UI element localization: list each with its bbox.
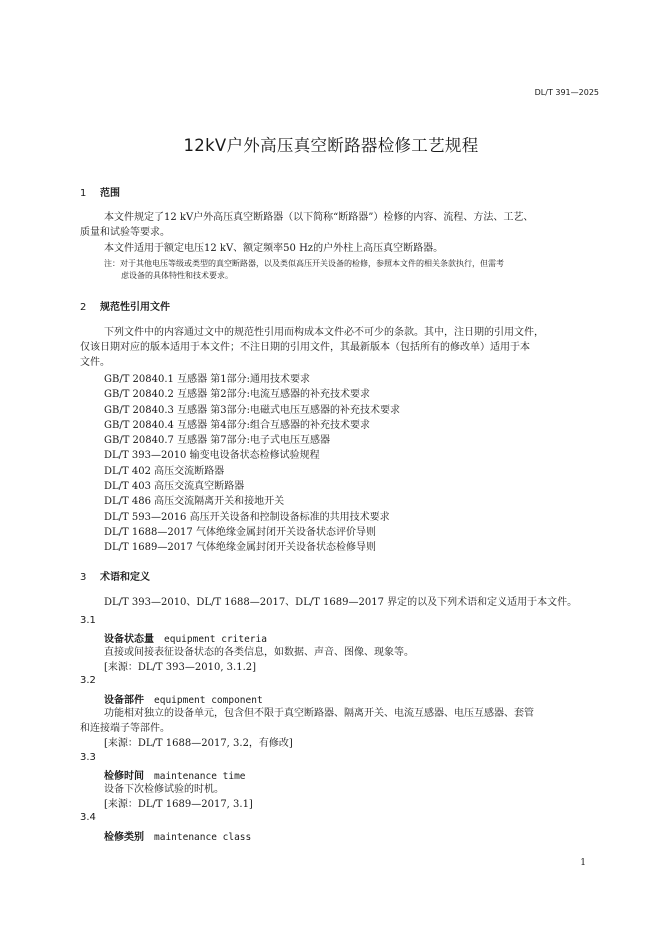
reference-item: DL/T 1689—2017 气体绝缘金属封闭开关设备状态检修导则 xyxy=(104,542,376,554)
term-heading xyxy=(104,767,246,782)
term-number: 3.1 xyxy=(80,615,96,626)
section-number: 2 xyxy=(80,302,87,313)
note: 虑设备的具体特性和技术要求。 xyxy=(121,271,233,280)
reference-item: GB/T 20840.2 互感器 第2部分:电流互感器的补充技术要求 xyxy=(104,389,370,401)
note: 注：对于其他电压等级或类型的真空断路器，以及类似高压开关设备的检修，参照本文件的相关条款执行，但需考 xyxy=(104,259,504,268)
term-heading xyxy=(104,630,267,645)
section-2-heading xyxy=(80,298,170,313)
page-title: 12kV户外高压真空断路器检修工艺规程 xyxy=(183,136,479,155)
reference-item: GB/T 20840.3 互感器 第3部分:电磁式电压互感器的补充技术要求 xyxy=(104,404,400,416)
term-en: equipment criteria xyxy=(164,634,267,645)
term-number: 3.3 xyxy=(80,752,96,763)
reference-item: GB/T 20840.7 互感器 第7部分:电子式电压互感器 xyxy=(104,435,330,447)
term-source: [来源：DL/T 1689—2017, 3.1] xyxy=(104,799,253,810)
term-definition: 设备下次检修试验的时机。 xyxy=(104,784,224,795)
term-heading xyxy=(104,828,251,843)
paragraph: DL/T 393—2010、DL/T 1688—2017、DL/T 1689—2017 界定的以及下列术语和定义适用于本文件。 xyxy=(104,597,578,608)
term-zh: 检修时间 xyxy=(104,771,144,782)
paragraph: 质量和试验等要求。 xyxy=(80,227,170,238)
term-zh: 设备状态量 xyxy=(104,634,154,645)
paragraph: 仅该日期对应的版本适用于本文件；不注日期的引用文件，其最新版本（包括所有的修改单）适用于本 xyxy=(80,342,530,353)
term-number: 3.2 xyxy=(80,675,96,686)
term-number: 3.4 xyxy=(80,812,96,823)
paragraph: 本文件适用于额定电压12 kV、额定频率50 Hz的户外柱上高压真空断路器。 xyxy=(104,243,444,254)
reference-item: DL/T 403 高压交流真空断路器 xyxy=(104,481,245,493)
term-source: [来源：DL/T 393—2010, 3.1.2] xyxy=(104,662,257,673)
reference-item: DL/T 593—2016 高压开关设备和控制设备标准的共用技术要求 xyxy=(104,511,390,523)
reference-item: DL/T 402 高压交流断路器 xyxy=(104,465,225,477)
page-number: 1 xyxy=(580,858,586,868)
section-title: 术语和定义 xyxy=(100,572,150,583)
term-definition: 和连接端子等部件。 xyxy=(80,723,170,734)
reference-list xyxy=(104,370,400,554)
reference-item: GB/T 20840.4 互感器 第4部分:组合互感器的补充技术要求 xyxy=(104,419,370,431)
term-zh: 设备部件 xyxy=(104,695,144,706)
paragraph: 文件。 xyxy=(80,357,110,368)
section-number: 1 xyxy=(80,188,87,199)
document-code: DL/T 391—2025 xyxy=(534,88,599,97)
reference-item: DL/T 486 高压交流隔离开关和接地开关 xyxy=(104,496,285,508)
term-en: maintenance time xyxy=(154,771,246,782)
term-zh: 检修类别 xyxy=(104,832,144,843)
term-en: maintenance class xyxy=(154,832,252,843)
term-source: [来源：DL/T 1688—2017, 3.2，有修改] xyxy=(104,738,293,749)
term-heading xyxy=(104,691,263,706)
reference-item: GB/T 20840.1 互感器 第1部分:通用技术要求 xyxy=(104,374,310,385)
section-3-heading xyxy=(80,568,150,583)
section-title: 范围 xyxy=(100,188,120,199)
section-title: 规范性引用文件 xyxy=(100,302,170,313)
section-1-heading xyxy=(80,184,120,199)
reference-item: DL/T 1688—2017 气体绝缘金属封闭开关设备状态评价导则 xyxy=(104,526,376,538)
paragraph: 下列文件中的内容通过文中的规范性引用而构成本文件必不可少的条款。其中，注日期的引用文件， xyxy=(104,327,544,338)
term-en: equipment component xyxy=(154,695,263,706)
paragraph: 本文件规定了12 kV户外高压真空断路器（以下简称“断路器”）检修的内容、流程、方法、工艺、 xyxy=(104,212,534,223)
term-definition: 功能相对独立的设备单元，包含但不限于真空断路器、隔离开关、电流互感器、电压互感器、套管 xyxy=(104,708,534,719)
term-definition: 直接或间接表征设备状态的各类信息，如数据、声音、图像、现象等。 xyxy=(104,647,414,658)
reference-item: DL/T 393—2010 输变电设备状态检修试验规程 xyxy=(104,450,320,462)
section-number: 3 xyxy=(80,572,87,583)
